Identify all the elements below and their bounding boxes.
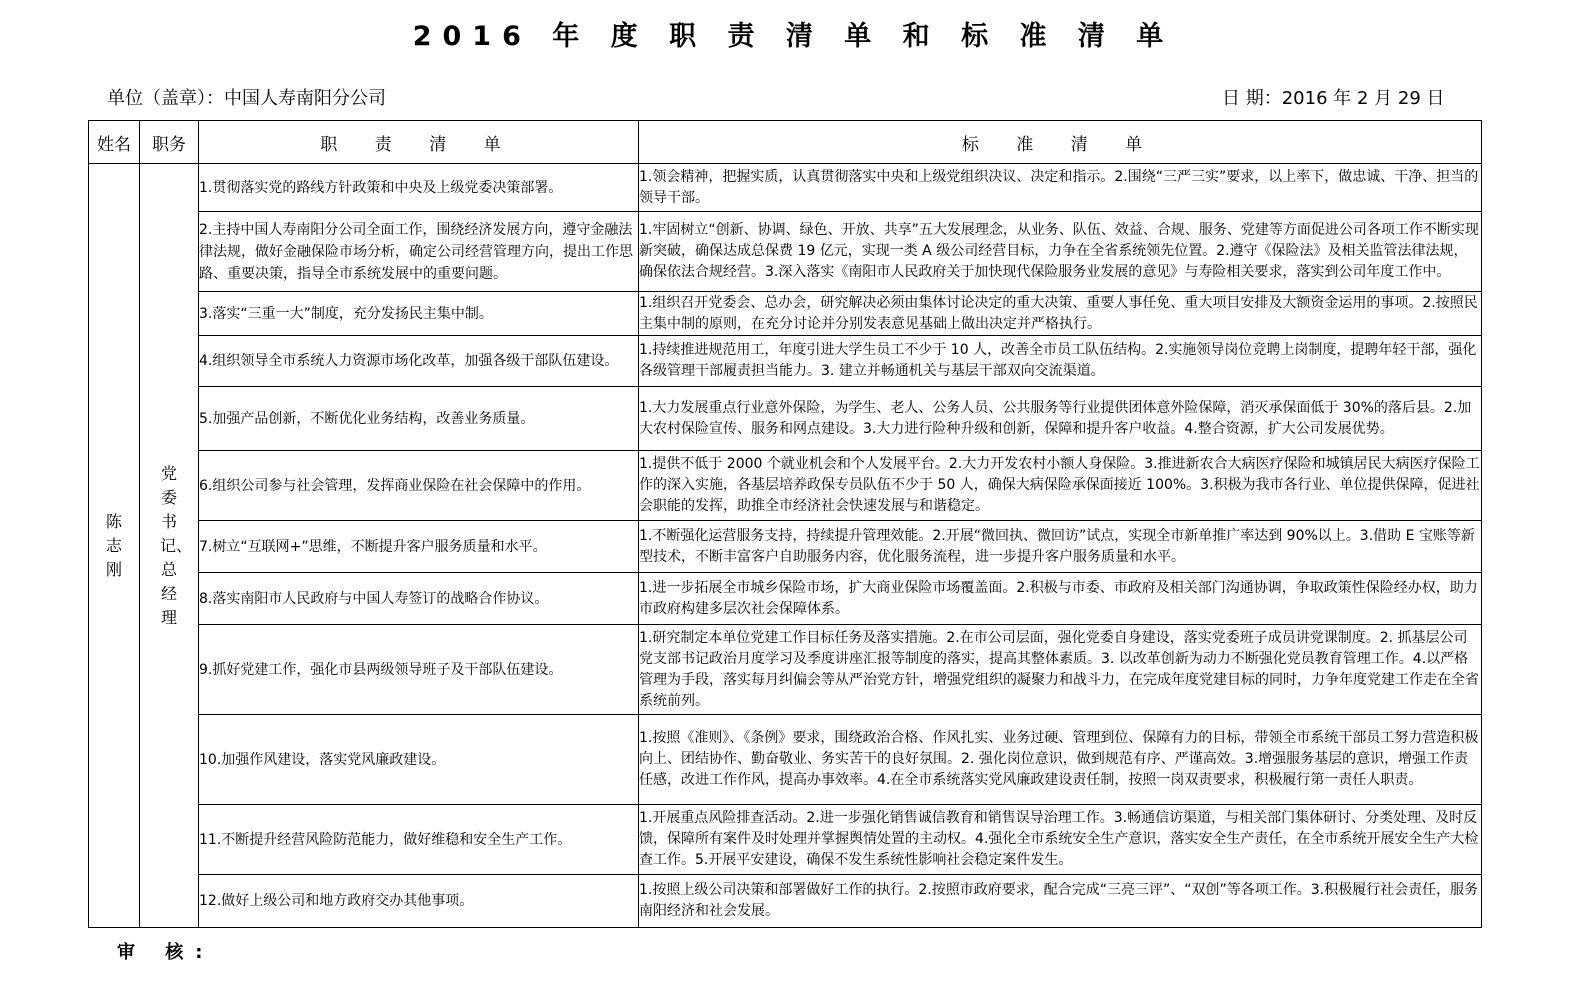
table-row [89, 625, 1482, 715]
date-label: 日 期：2016 年 2 月 29 日 [1222, 88, 1445, 109]
duty-cell: 9.抓好党建工作，强化市县两级领导班子及干部队伍建设。 [199, 625, 639, 715]
table-row [89, 164, 1482, 212]
duty-cell: 7.树立“互联网+”思维，不断提升客户服务质量和水平。 [199, 521, 639, 573]
person-name: 陈志刚 [105, 511, 122, 579]
standard-cell: 1.领会精神，把握实质，认真贯彻落实中央和上级党组织决议、决定和指示。2.围绕“三严三实”要求，以上率下，做忠诚、干净、担当的领导干部。 [639, 164, 1482, 212]
header-name: 姓名 [89, 121, 140, 164]
table-row [89, 715, 1482, 805]
duty-cell: 6.组织公司参与社会管理，发挥商业保险在社会保障中的作用。 [199, 451, 639, 521]
duty-cell: 2.主持中国人寿南阳分公司全面工作，围绕经济发展方向，遵守金融法律法规，做好金融保险市场分析，确定公司经营管理方向，提出工作思路、重要决策，指导全市系统发展中的重要问题。 [199, 212, 639, 292]
standard-cell: 1.提供不低于 2000 个就业机会和个人发展平台。2.大力开发农村小额人身保险。3.推进新农合大病医疗保险和城镇居民大病医疗保险工作的深入实施，各基层培养政保专员队伍不少于 50 人，确保大病保险承保面接近 100%。3.积极为我市各行业、单位提供保障，促进社会职能的发挥，助推全市经济社会快速发展与和谐稳定。 [639, 451, 1482, 521]
duty-cell: 1.贯彻落实党的路线方针政策和中央及上级党委决策部署。 [199, 164, 639, 212]
duty-cell: 3.落实“三重一大”制度，充分发扬民主集中制。 [199, 292, 639, 336]
standard-cell: 1.研究制定本单位党建工作目标任务及落实措施。2.在市公司层面，强化党委自身建设，落实党委班子成员讲党课制度。2. 抓基层公司党支部书记政治月度学习及季度讲座汇报等制度的落实，提高其整体素质。3. 以改革创新为动力不断强化党员教育管理工作。4.以严格管理为手段，落实每月纠偏会等从严治党方针，增强党组织的凝聚力和战斗力，在完成年度党建目标的同时，力争年度党建工作走在全省系统前列。 [639, 625, 1482, 715]
standard-cell: 1.开展重点风险排查活动。2.进一步强化销售诚信教育和销售误导治理工作。3.畅通信访渠道，与相关部门集体研讨、分类处理、及时反馈，保障所有案件及时处理并掌握舆情处置的主动权。4.强化全市系统安全生产意识，落实安全生产责任，在全市系统开展安全生产大检查工作。5.开展平安建设，确保不发生系统性影响社会稳定案件发生。 [639, 805, 1482, 875]
standard-cell: 1.大力发展重点行业意外保险，为学生、老人、公务人员、公共服务等行业提供团体意外险保障，消灭承保面低于 30%的落后县。2.加大农村保险宣传、服务和网点建设。3.大力进行险种升级和创新，保障和提升客户收益。4.整合资源，扩大公司发展优势。 [639, 387, 1482, 451]
person-position-cell [140, 164, 199, 928]
duty-cell: 5.加强产品创新，不断优化业务结构，改善业务质量。 [199, 387, 639, 451]
table-row [89, 451, 1482, 521]
table-row [89, 212, 1482, 292]
standard-cell: 1.进一步拓展全市城乡保险市场，扩大商业保险市场覆盖面。2.积极与市委、市政府及相关部门沟通协调，争取政策性保险经办权，助力市政府构建多层次社会保障体系。 [639, 573, 1482, 625]
standard-cell: 1.牢固树立“创新、协调、绿色、开放、共享”五大发展理念，从业务、队伍、效益、合规、服务、党建等方面促进公司各项工作不断实现新突破，确保达成总保费 19 亿元，实现一类 A 级公司经营目标，力争在全省系统领先位置。2.遵守《保险法》及相关监管法律法规，确保依法合规经营。3.深入落实《南阳市人民政府关于加快现代保险服务业发展的意见》与寿险相关要求，落实到公司年度工作中。 [639, 212, 1482, 292]
standard-cell: 1.组织召开党委会、总办会，研究解决必须由集体讨论决定的重大决策、重要人事任免、重大项目安排及大额资金运用的事项。2.按照民主集中制的原则，在充分讨论并分别发表意见基础上做出决定并严格执行。 [639, 292, 1482, 336]
unit-label: 单位（盖章）：中国人寿南阳分公司 [107, 88, 386, 109]
standard-cell: 1.按照上级公司决策和部署做好工作的执行。2.按照市政府要求，配合完成“三亮三评”、“双创”等各项工作。3.积极履行社会责任，服务南阳经济和社会发展。 [639, 875, 1482, 928]
standard-cell: 1.不断强化运营服务支持，持续提升管理效能。2.开展“微回执、微回访”试点，实现全市新单推广率达到 90%以上。3.借助 E 宝账等新型技术，不断丰富客户自助服务内容，优化服务流程，进一步提升客户服务质量和水平。 [639, 521, 1482, 573]
duty-cell: 4.组织领导全市系统人力资源市场化改革，加强各级干部队伍建设。 [199, 336, 639, 387]
review-label: 审 核: [117, 942, 215, 963]
person-position: 党委书记、总经理 [160, 463, 193, 627]
header-position: 职务 [140, 121, 199, 164]
duty-cell: 12.做好上级公司和地方政府交办其他事项。 [199, 875, 639, 928]
table-row [89, 336, 1482, 387]
table-row [89, 521, 1482, 573]
table-row [89, 805, 1482, 875]
table-row [89, 875, 1482, 928]
person-name-cell [89, 164, 140, 928]
duty-cell: 10.加强作风建设，落实党风廉政建设。 [199, 715, 639, 805]
header-row [89, 121, 1482, 164]
table-row [89, 292, 1482, 336]
header-standard-list: 标 准 清 单 [639, 121, 1482, 164]
duty-cell: 8.落实南阳市人民政府与中国人寿签订的战略合作协议。 [199, 573, 639, 625]
page-title: 2016 年 度 职 责 清 单 和 标 准 清 单 [412, 21, 1175, 52]
standard-cell: 1.按照《准则》、《条例》要求，围绕政治合格、作风扎实、业务过硬、管理到位、保障有力的目标，带领全市系统干部员工努力营造积极向上、团结协作、勤奋敬业、务实苦干的良好氛围。2. 强化岗位意识，做到规范有序、严谨高效。3.增强服务基层的意识，增强工作责任感，改进工作作风，提高办事效率。4.在全市系统落实党风廉政建设责任制，按照一岗双责要求，积极履行第一责任人职责。 [639, 715, 1482, 805]
standard-cell: 1.持续推进规范用工，年度引进大学生员工不少于 10 人，改善全市员工队伍结构。2.实施领导岗位竞聘上岗制度，提聘年轻干部，强化各级管理干部履责担当能力。3. 建立并畅通机关与基层干部双向交流渠道。 [639, 336, 1482, 387]
table-row [89, 573, 1482, 625]
table-row [89, 387, 1482, 451]
duty-cell: 11.不断提升经营风险防范能力，做好维稳和安全生产工作。 [199, 805, 639, 875]
header-duty-list: 职 责 清 单 [199, 121, 639, 164]
duty-standard-table [88, 120, 1482, 928]
